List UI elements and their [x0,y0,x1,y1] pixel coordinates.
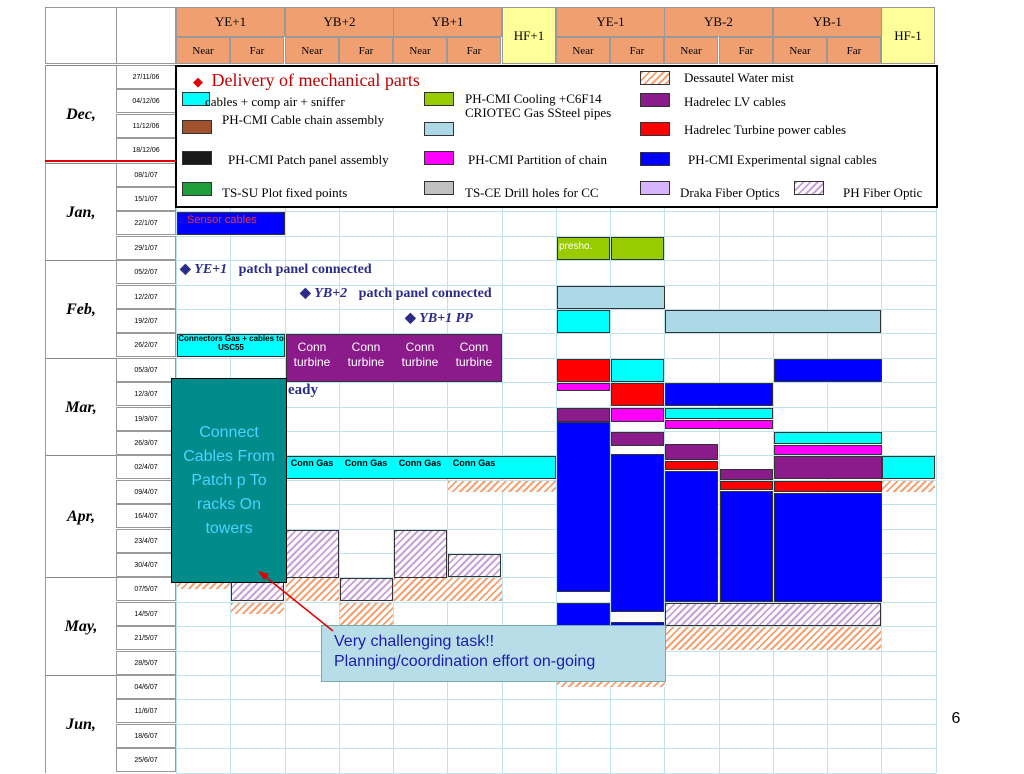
week-date: 12/2/07 [116,285,176,309]
sub-header-far: Far [339,37,393,64]
month-label: Dec, [45,65,116,163]
annotation-ye1-text: patch panel connected [238,262,372,277]
dec-jan-separator [45,160,176,162]
week-date: 16/4/07 [116,504,176,528]
month-label: Apr, [45,455,116,577]
week-date: 15/1/07 [116,187,176,211]
callout-connect-cables: Connect Cables From Patch p To racks On towers [171,378,287,583]
week-date: 11/6/07 [116,699,176,723]
task-conn-gas-1: Conn Gas [290,458,334,468]
diamond-icon: ◆ [300,286,311,301]
week-date: 26/2/07 [116,333,176,357]
sub-header-near: Near [664,37,718,64]
sub-header-near: Near [556,37,610,64]
week-date: 12/3/07 [116,382,176,406]
legend-item-label: Dessautel Water mist [684,70,794,85]
legend-item-label: PH-CMI Patch panel assembly [228,152,389,167]
sub-header-near: Near [176,37,230,64]
task-conn-gas-2: Conn Gas [344,458,388,468]
ready-fragment: eady [288,382,318,398]
group-header-ybminus1: YB-1 [773,7,882,37]
legend-item-label: Hadrelec Turbine power cables [684,122,847,137]
task-conn-turbine-1: Conn turbine [293,340,331,369]
group-header-yeminus1: YE-1 [556,7,665,37]
week-date: 21/5/07 [116,626,176,650]
week-date: 18/6/07 [116,724,176,748]
week-date: 05/2/07 [116,260,176,284]
group-header-hfminus1: HF-1 [881,7,935,64]
week-date: 04/12/06 [116,89,176,113]
sub-header-far: Far [719,37,773,64]
diamond-icon: ◆ [405,311,416,326]
legend-item-label: TS-CE Drill holes for CC [465,185,599,200]
task-conn-gas-3: Conn Gas [398,458,442,468]
annotation-ye1-label: YE+1 [194,262,228,277]
task-conn-turbine-4: Conn turbine [455,340,493,369]
sub-header-near: Near [773,37,827,64]
legend-item-label: cables + comp air + sniffer [205,94,345,109]
page-number: 6 [951,710,961,727]
legend-item-label: PH-CMI Partition of chain [468,152,608,167]
diamond-icon: ◆ [180,262,191,277]
week-date: 11/12/06 [116,114,176,138]
week-date: 25/6/07 [116,748,176,772]
task-conn-turbine-3: Conn turbine [401,340,439,369]
group-header-yeplus1: YE+1 [176,7,285,37]
legend-item-label: CRIOTEC Gas SSteel pipes [465,105,612,120]
annotation-yb2-text: patch panel connected [358,286,492,301]
callout-challenge-line1: Very challenging task!! [334,633,495,650]
month-label: May, [45,577,116,675]
task-connectors-gas: Connectors Gas + cables to USC55 [178,334,284,352]
legend-title-text: Delivery of mechanical parts [211,70,420,90]
week-date: 30/4/07 [116,553,176,577]
legend-item-label: TS-SU Plot fixed points [222,185,348,200]
callout-challenge-line2: Planning/coordination effort on-going [334,653,596,670]
group-header-ybplus2: YB+2 [285,7,394,37]
week-date: 29/1/07 [116,236,176,260]
diamond-icon: ◆ [193,74,203,89]
week-date: 28/5/07 [116,651,176,675]
task-conn-turbine-2: Conn turbine [347,340,385,369]
week-date: 26/3/07 [116,431,176,455]
week-date: 19/3/07 [116,407,176,431]
sub-header-far: Far [610,37,664,64]
week-date: 07/5/07 [116,577,176,601]
group-header-ybplus1: YB+1 [393,7,502,37]
task-sensor-cables: Sensor cables [187,214,257,226]
week-date: 09/4/07 [116,480,176,504]
group-header-ybminus2: YB-2 [664,7,773,37]
week-date: 02/4/07 [116,455,176,479]
week-date: 14/5/07 [116,602,176,626]
annotation-yb2-label: YB+2 [314,286,348,301]
legend-item-label: Hadrelec LV cables [684,94,786,109]
legend-item-label: PH Fiber Optic [843,185,923,200]
month-label: Jun, [45,675,116,773]
week-date: 18/12/06 [116,138,176,162]
month-label: Mar, [45,358,116,456]
month-label: Feb, [45,260,116,358]
week-date: 23/4/07 [116,529,176,553]
legend-item-label: PH-CMI Experimental signal cables [688,152,877,167]
sub-header-far: Far [230,37,284,64]
week-date: 22/1/07 [116,211,176,235]
legend-item-label: PH-CMI Cable chain assembly [222,112,385,127]
task-presho: presho. [559,240,593,252]
task-conn-gas-4: Conn Gas [452,458,496,468]
week-date: 19/2/07 [116,309,176,333]
sub-header-near: Near [393,37,447,64]
week-date: 04/6/07 [116,675,176,699]
legend-item-label: PH-CMI Cooling +C6F14 [465,91,602,106]
week-date: 27/11/06 [116,65,176,89]
week-date: 05/3/07 [116,358,176,382]
sub-header-far: Far [447,37,501,64]
sub-header-far: Far [827,37,881,64]
group-header-hfplus1: HF+1 [502,7,556,64]
annotation-yb1-label: YB+1 PP [419,311,473,326]
sub-header-near: Near [285,37,339,64]
week-date: 08/1/07 [116,163,176,187]
month-label: Jan, [45,163,116,261]
legend-item-label: Draka Fiber Optics [680,185,780,200]
